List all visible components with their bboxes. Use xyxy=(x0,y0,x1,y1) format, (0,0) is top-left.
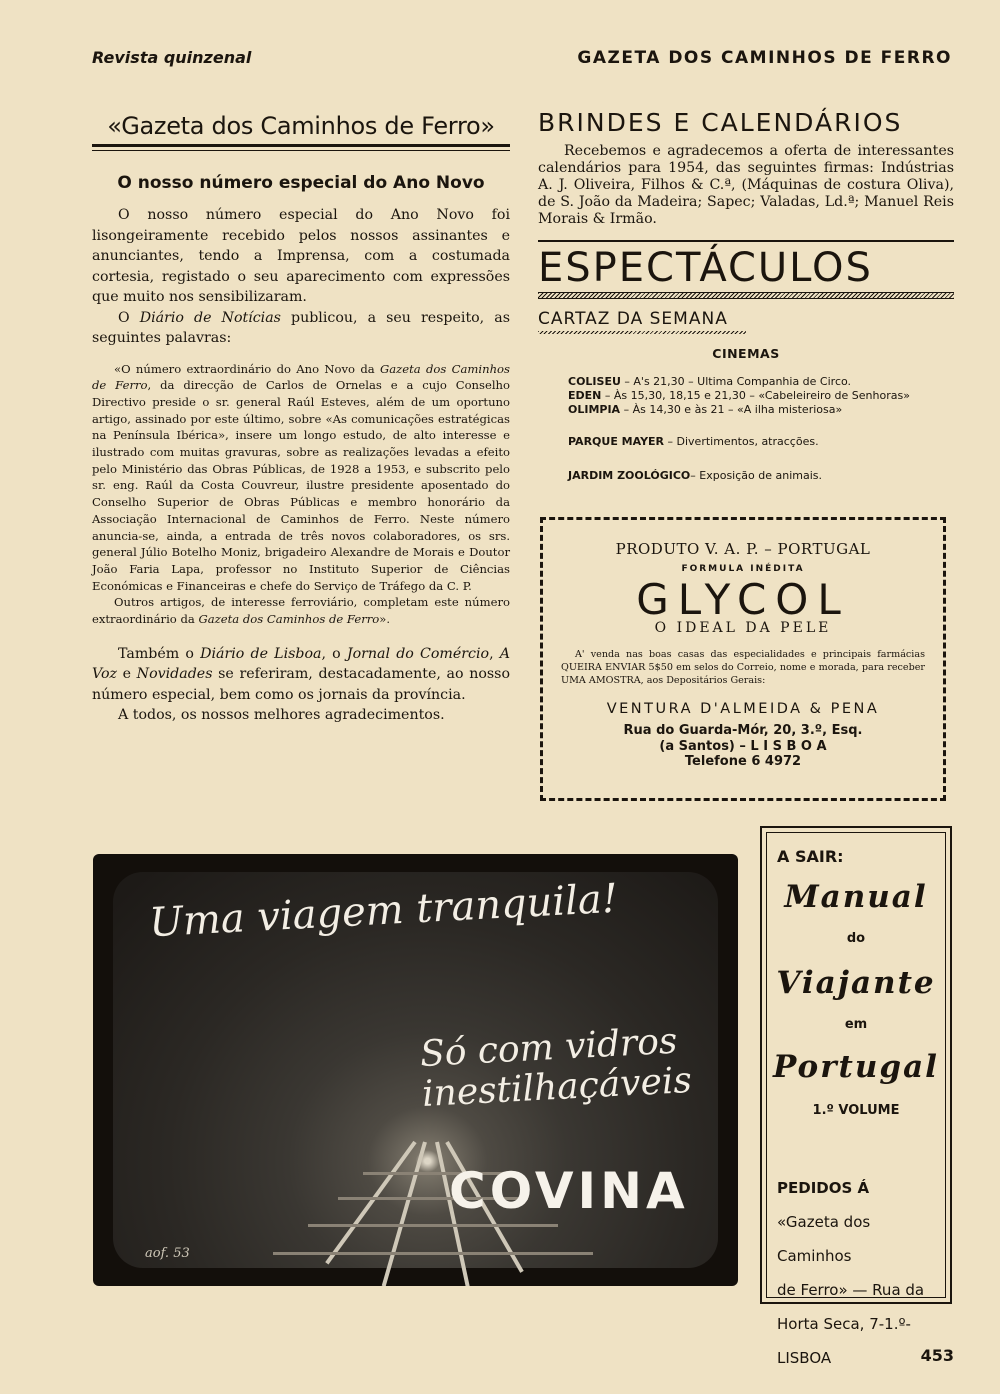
sleeper xyxy=(273,1252,593,1255)
listing-item: JARDIM ZOOLÓGICO– Exposição de animais. xyxy=(568,469,823,482)
manual-title-word: Portugal xyxy=(773,1049,939,1085)
glycol-advertisement xyxy=(540,517,946,801)
sleeper xyxy=(308,1224,558,1227)
glycol-producer: PRODUTO V. A. P. – PORTUGAL xyxy=(615,540,871,558)
covina-headline: Uma viagem tranquila! xyxy=(148,875,619,947)
covina-brand: COVINA xyxy=(449,1162,689,1220)
article-paragraph: O nosso número especial do Ano Novo foi lisongeiramente recebido pelos nossos assinantes e anunciantes, tendo a Imprensa, com a costumada cortesia, registado o seu aparecimento com expressões que muito nos sensibilizaram. xyxy=(92,207,510,305)
rail xyxy=(382,1141,427,1286)
left-article xyxy=(92,112,510,726)
artist-signature: aof. 53 xyxy=(145,1246,190,1261)
article-subhead: O nosso número especial do Ano Novo xyxy=(117,173,485,193)
brindes-title: BRINDES E CALENDÁRIOS xyxy=(538,108,903,137)
divider xyxy=(538,240,954,242)
covina-subline: Só com vidros inestilhaçáveis xyxy=(419,1020,693,1116)
quoted-text: Outros artigos, de interesse ferroviário, completam este número extraordinário da Gazeta dos Caminhos de Ferro». xyxy=(92,595,510,627)
manual-title-word: em xyxy=(844,1017,868,1032)
glycol-company: VENTURA D'ALMEIDA & PENA xyxy=(606,701,880,717)
espectaculos-title: ESPECTÁCULOS xyxy=(538,245,873,291)
glycol-body: A' venda nas boas casas das especialidades e principais farmácias QUEIRA ENVIAR 5$50 em selos do Correio, nome e morada, para receber UMA AMOSTRA, aos Depositários Gerais: xyxy=(561,649,925,686)
listing-item: COLISEU – A's 21,30 – Ultima Companhia de Circo. xyxy=(568,375,852,388)
glycol-formula: FORMULA INÉDITA xyxy=(681,564,805,574)
dashed-rule xyxy=(538,331,746,334)
cartaz-heading: CARTAZ DA SEMANA xyxy=(538,309,728,329)
page-number: 453 xyxy=(920,1346,954,1365)
hatched-rule xyxy=(538,292,954,299)
brindes-text: Recebemos e agradecemos a oferta de interessantes calendários para 1954, das seguintes firmas: Indústrias A. J. Oliveira, Filhos & C.ª, (Máquinas de costura Oliva), de S. João da Madeira; Sapec; Valadas, Ld.ª; Manuel Reis Morais & Irmão. xyxy=(538,143,954,227)
rail xyxy=(325,1141,416,1265)
manual-orders: PEDIDOS Á «Gazeta dos Caminhos de Ferro» — Rua da Horta Seca, 7-1.º-LISBOA xyxy=(777,1179,925,1367)
manual-volume: 1.º VOLUME xyxy=(812,1103,900,1118)
listing-item: EDEN – Às 15,30, 18,15 e 21,30 – «Cabeleireiro de Senhoras» xyxy=(568,389,910,402)
covina-advertisement xyxy=(93,854,738,1286)
article-paragraph: Também o Diário de Lisboa, o Jornal do Comércio, A Voz e Novidades se referiram, destacadamente, ao nosso número especial, bem como os jornais da província. xyxy=(92,645,510,703)
glycol-brand: GLYCOL xyxy=(636,575,850,624)
running-header-left: Revista quinzenal xyxy=(92,48,252,67)
running-header-right: GAZETA DOS CAMINHOS DE FERRO xyxy=(577,48,952,68)
right-column xyxy=(538,108,954,483)
section-title: «Gazeta dos Caminhos de Ferro» xyxy=(107,112,495,140)
manual-title-word: Viajante xyxy=(776,965,936,1001)
article-paragraph: O Diário de Notícias publicou, a seu respeito, as seguintes palavras: xyxy=(92,309,510,346)
cinemas-heading: CINEMAS xyxy=(712,346,780,361)
glycol-tagline: O IDEAL DA PELE xyxy=(654,620,832,636)
title-rule xyxy=(92,144,510,151)
glycol-address: Rua do Guarda-Mór, 20, 3.º, Esq. (a Santos) – L I S B O A Telefone 6 4972 xyxy=(623,723,863,769)
listing-item: PARQUE MAYER – Divertimentos, atracções. xyxy=(568,435,819,448)
article-paragraph: A todos, os nossos melhores agradecimentos. xyxy=(118,707,445,724)
manual-title-word: Manual xyxy=(784,879,928,915)
a-sair-label: A SAIR: xyxy=(777,847,844,866)
manual-title-word: do xyxy=(846,931,866,946)
quoted-text: «O número extraordinário do Ano Novo da Gazeta dos Caminhos de Ferro, da direcção de Carlos de Ornelas e a cujo Conselho Directivo preside o sr. general Raúl Esteves, além de um oportuno artigo, assinado por este último, sobre «As comunicações estratégicas na Península Ibérica», insere um longo estudo, de alto interesse e ilustrado com muitas gravuras, sobre as realizações levadas a efeito pelo Ministério das Obras Públicas, de 1928 a 1953, e subscrito pelo sr. eng. Raúl da Costa Couvreur, ilustre presidente aposentado do Conselho Superior de Obras Públicas e membro honorário da Associação Internacional de Caminhos de Ferro. Neste número anuncia-se, ainda, a entrada de três novos colaboradores, os srs. general Júlio Botelho Moniz, brigadeiro Alexandre de Morais e Doutor João Faria Lapa, professor no Instituto Superior de Ciências Económicas e Financeiras e chefe do Serviço de Tráfego da C. P. xyxy=(92,361,510,593)
listing-item: OLIMPIA – Às 14,30 e às 21 – «A ilha misteriosa» xyxy=(568,403,843,416)
